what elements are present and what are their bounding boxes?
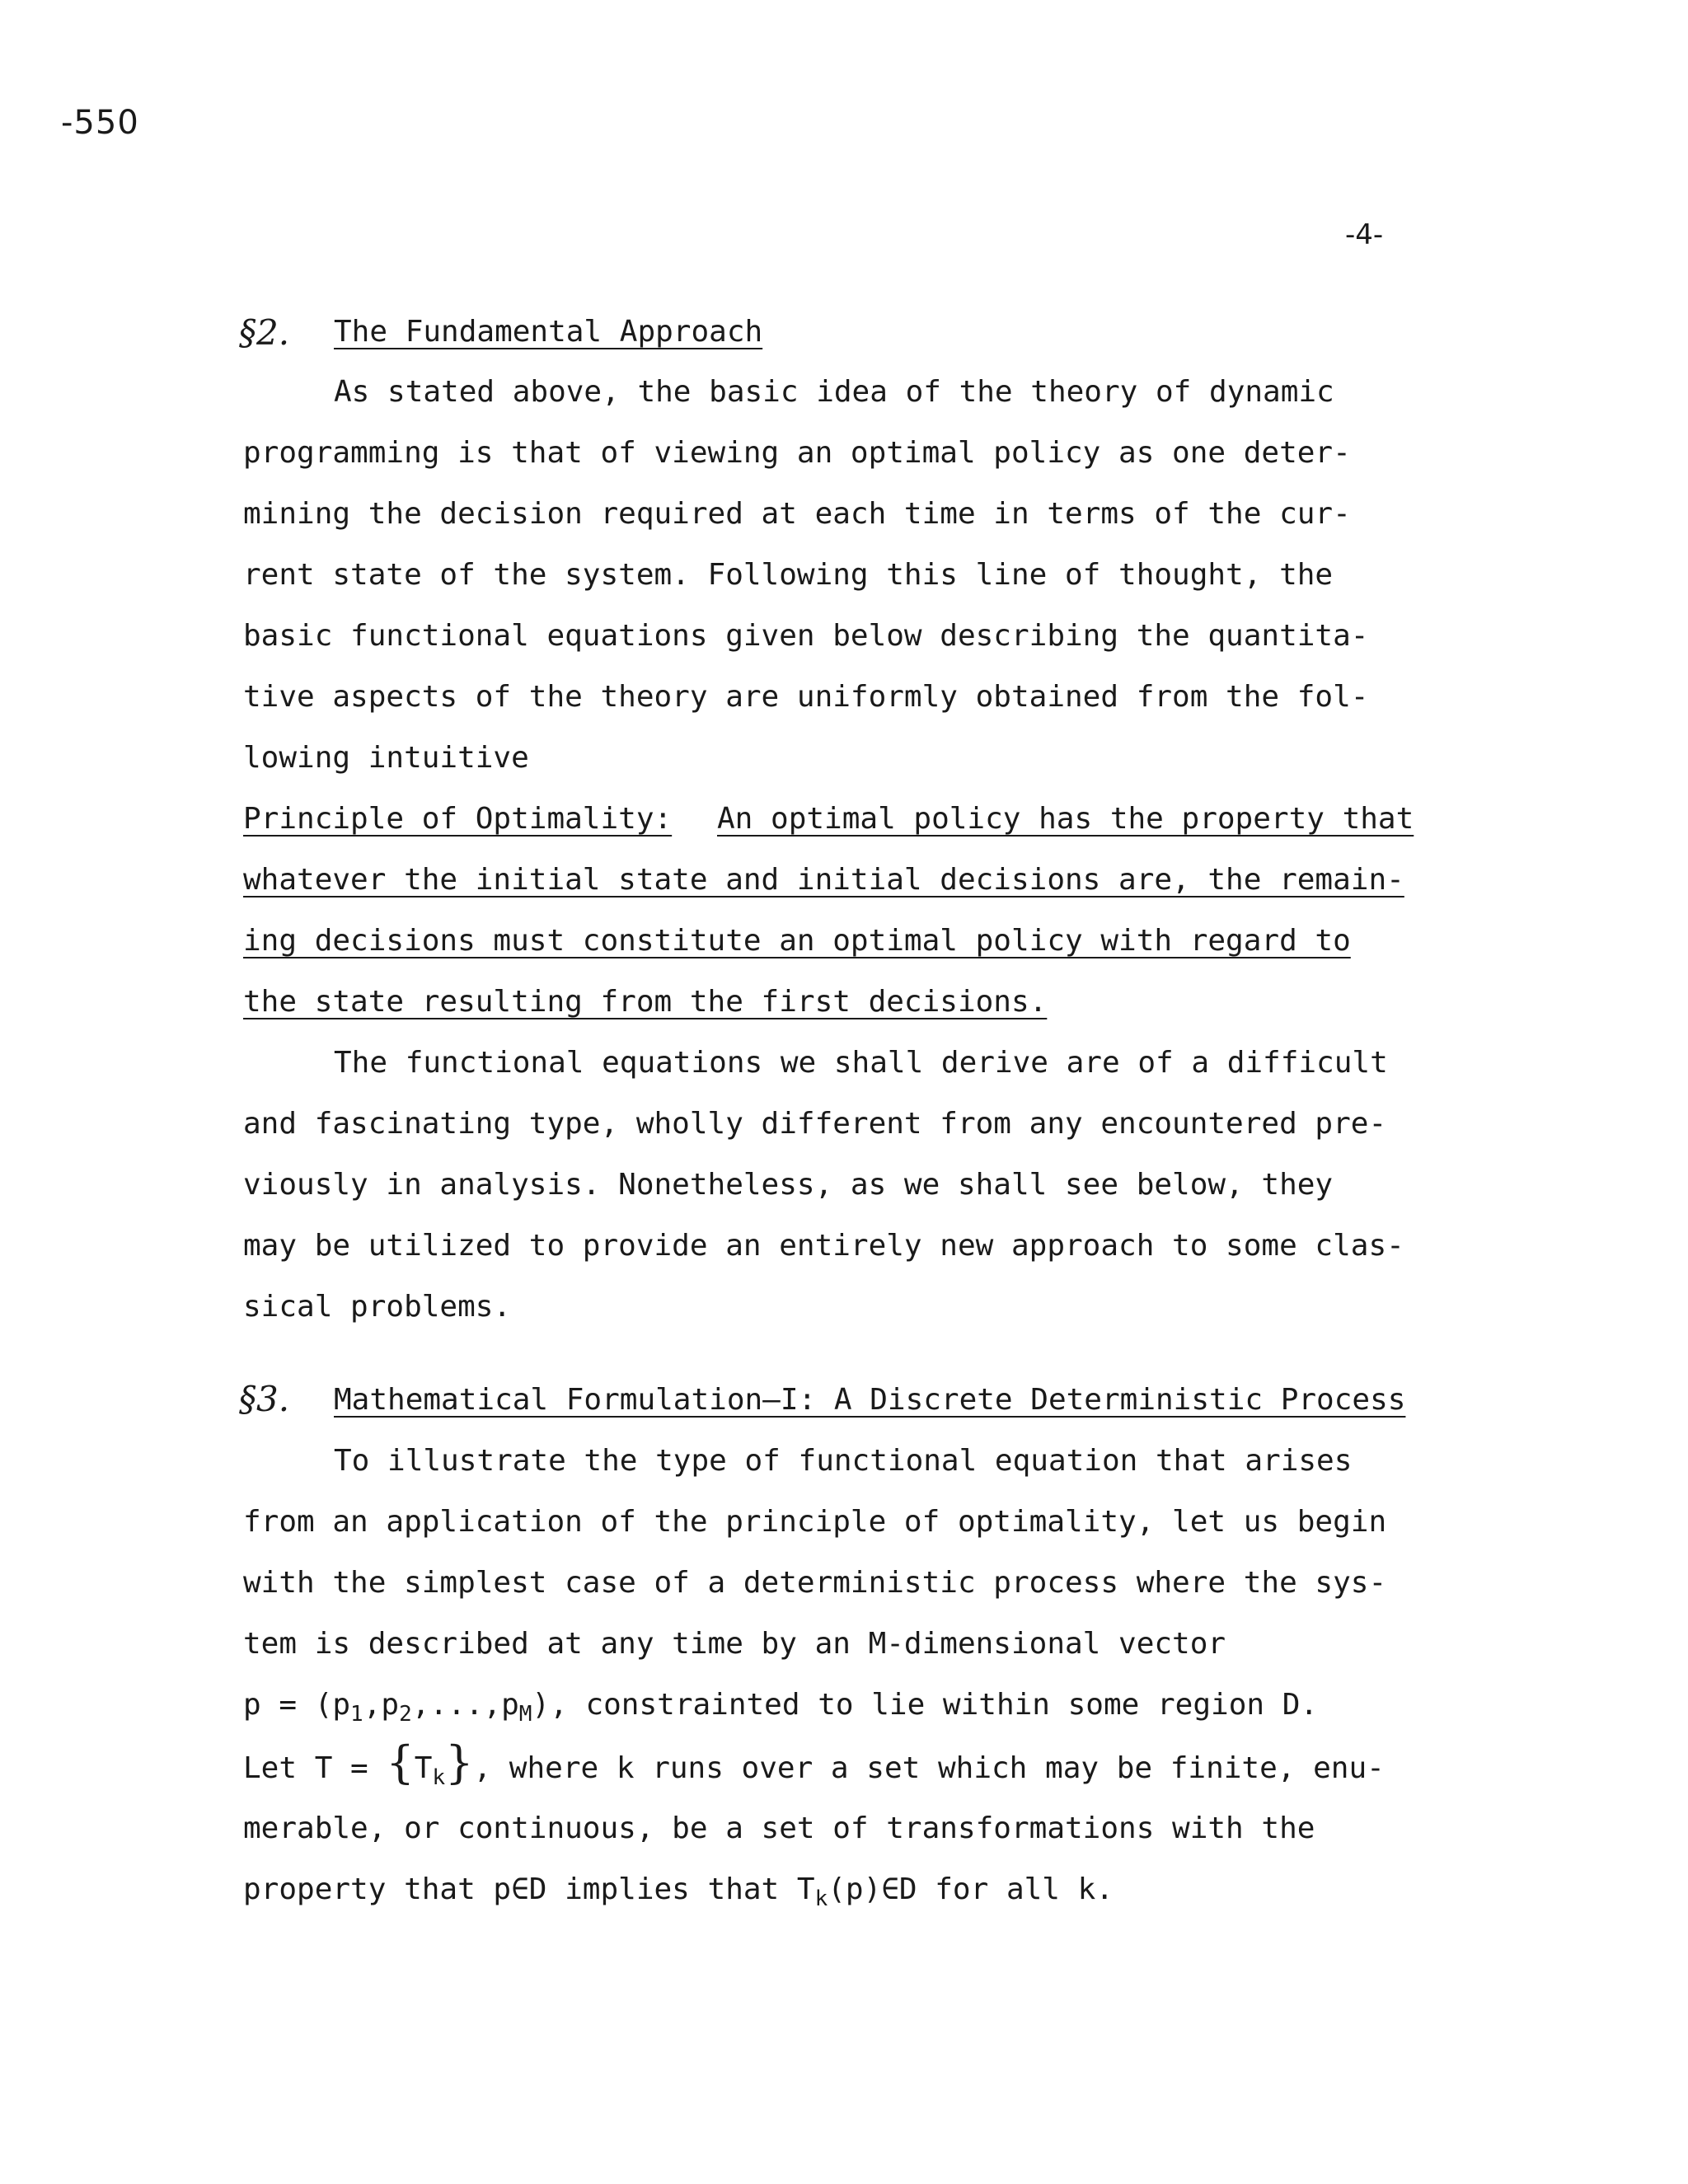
paragraph-line: mining the decision required at each time in terms of the cur-: [243, 497, 1351, 531]
paragraph-line: rent state of the system. Following this line of thought, the: [243, 558, 1334, 592]
paragraph-line: tem is described at any time by an M-dimensional vector: [243, 1627, 1226, 1661]
paragraph-line: To illustrate the type of functional equation that arises: [334, 1444, 1353, 1478]
principle-text-line: whatever the initial state and initial decisions are, the remain-: [243, 863, 1404, 897]
section-2-number: §2.: [239, 312, 290, 353]
paragraph-line: The functional equations we shall derive are of a difficult: [334, 1046, 1388, 1080]
paragraph-line: viously in analysis. Nonetheless, as we shall see below, they: [243, 1168, 1334, 1202]
page-number: -4-: [1345, 218, 1384, 251]
paragraph-line: merable, or continuous, be a set of transformations with the: [243, 1811, 1315, 1845]
section-3-number: §3.: [239, 1379, 290, 1419]
margin-annotation: -550: [61, 104, 139, 142]
section-2-title: The Fundamental Approach: [334, 315, 763, 349]
paragraph-line: As stated above, the basic idea of the theory of dynamic: [334, 375, 1334, 409]
paragraph-line: basic functional equations given below describing the quantita-: [243, 619, 1369, 653]
paragraph-line: sical problems.: [243, 1290, 512, 1324]
paragraph-line: lowing intuitive: [243, 741, 529, 775]
principle-text-line: ing decisions must constitute an optimal policy with regard to: [243, 924, 1351, 958]
paragraph-line: tive aspects of the theory are uniformly obtained from the fol-: [243, 680, 1369, 714]
principle-label: Principle of Optimality:: [243, 802, 673, 836]
paragraph-line: from an application of the principle of optimality, let us begin: [243, 1505, 1387, 1539]
principle-text-line: the state resulting from the first decisions.: [243, 985, 1048, 1019]
paragraph-line: with the simplest case of a deterministic process where the sys-: [243, 1566, 1387, 1600]
vector-definition-line: $p = (p_1,p_2,...,p_M)$, constrainted to lie within some region D.: [243, 1688, 1319, 1727]
paragraph-line: and fascinating type, wholly different from any encountered pre-: [243, 1107, 1387, 1141]
principle-text-line: An optimal policy has the property that: [717, 802, 1414, 836]
property-line: property that p∈D implies that $T_k(p)\in D$ for all k.: [243, 1872, 1114, 1912]
paragraph-line: programming is that of viewing an optimal policy as one deter-: [243, 436, 1351, 470]
transformation-set-line: Let $T = \{T_k\}$, where k runs over a set which may be finite, enu-: [243, 1736, 1385, 1791]
section-3-title: Mathematical Formulation—I: A Discrete Deterministic Process: [334, 1383, 1406, 1417]
paragraph-line: may be utilized to provide an entirely new approach to some clas-: [243, 1229, 1404, 1263]
